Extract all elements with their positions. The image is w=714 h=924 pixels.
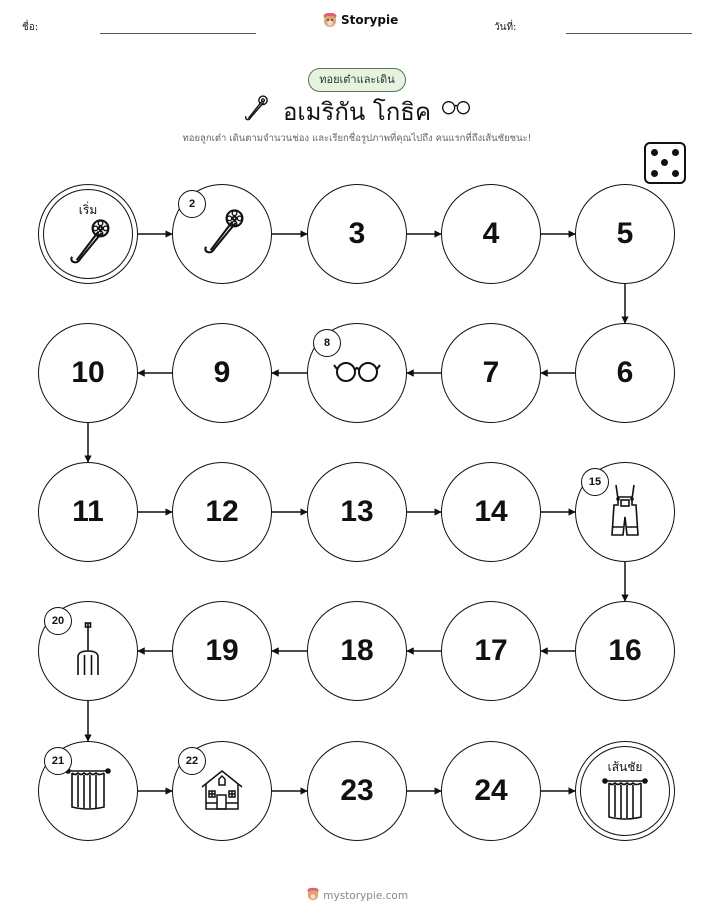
name-label: ชื่อ: bbox=[22, 22, 39, 33]
finish-label: เส้นชัย bbox=[607, 760, 643, 774]
curtain-icon bbox=[602, 777, 648, 825]
board-space-13 bbox=[307, 462, 407, 562]
board-space-9 bbox=[172, 323, 272, 423]
space-number: 10 bbox=[71, 356, 105, 389]
board-space-24 bbox=[441, 741, 541, 841]
finish-space bbox=[575, 741, 675, 841]
board-space-19 bbox=[172, 601, 272, 701]
board-space-2 bbox=[172, 184, 272, 284]
space-number: 12 bbox=[205, 495, 239, 528]
space-number-tag: 21 bbox=[44, 747, 72, 775]
space-number: 4 bbox=[482, 217, 500, 250]
footer-site: mystorypie.com bbox=[323, 890, 409, 902]
instructions: ทอยลูกเต๋า เดินตามจำนวนช่อง และเรียกชื่อรูปภาพที่คุณไปถึง คนแรกที่ถึงเส้นชัยชนะ! bbox=[182, 133, 532, 144]
space-number: 18 bbox=[340, 634, 374, 667]
board-space-21 bbox=[38, 741, 138, 841]
board-space-12 bbox=[172, 462, 272, 562]
footer bbox=[0, 887, 714, 902]
space-number: 11 bbox=[72, 495, 104, 528]
safety-pin-icon bbox=[199, 207, 245, 261]
board-space-5 bbox=[575, 184, 675, 284]
space-number: 5 bbox=[616, 217, 634, 250]
board-space-17 bbox=[441, 601, 541, 701]
safety-pin-icon bbox=[65, 217, 111, 271]
start-space bbox=[38, 184, 138, 284]
space-number-tag: 8 bbox=[313, 329, 341, 357]
space-number: 13 bbox=[340, 495, 374, 528]
bear-mascot-icon bbox=[306, 887, 320, 901]
house-icon bbox=[199, 767, 245, 815]
space-number: 7 bbox=[482, 356, 500, 389]
space-number: 17 bbox=[474, 634, 508, 667]
start-label: เริ่ม bbox=[78, 203, 98, 217]
board-space-20 bbox=[38, 601, 138, 701]
board-space-6 bbox=[575, 323, 675, 423]
space-number: 3 bbox=[348, 217, 366, 250]
board-space-8 bbox=[307, 323, 407, 423]
space-number: 24 bbox=[474, 774, 508, 807]
board-space-3 bbox=[307, 184, 407, 284]
space-number: 23 bbox=[340, 774, 374, 807]
pitchfork-icon bbox=[73, 621, 103, 681]
board-space-14 bbox=[441, 462, 541, 562]
space-number: 16 bbox=[608, 634, 642, 667]
curtain-icon bbox=[65, 767, 111, 815]
space-number-tag: 20 bbox=[44, 607, 72, 635]
board-space-18 bbox=[307, 601, 407, 701]
space-number-tag: 15 bbox=[581, 468, 609, 496]
board-space-22 bbox=[172, 741, 272, 841]
glasses-icon bbox=[332, 357, 382, 389]
space-number-tag: 2 bbox=[178, 190, 206, 218]
space-number: 6 bbox=[616, 356, 634, 389]
board-space-11 bbox=[38, 462, 138, 562]
space-number: 19 bbox=[205, 634, 239, 667]
board-space-15 bbox=[575, 462, 675, 562]
date-label: วันที่: bbox=[494, 22, 517, 33]
space-number: 14 bbox=[474, 495, 508, 528]
brand-name: Storypie bbox=[341, 13, 399, 27]
space-number-tag: 22 bbox=[178, 747, 206, 775]
board-space-23 bbox=[307, 741, 407, 841]
board-space-16 bbox=[575, 601, 675, 701]
board-space-10 bbox=[38, 323, 138, 423]
overalls-icon bbox=[608, 483, 642, 541]
board-space-4 bbox=[441, 184, 541, 284]
game-title: อเมริกัน โกธิค bbox=[282, 98, 432, 126]
board-space-7 bbox=[441, 323, 541, 423]
game-type-badge: ทอยเต๋าและเดิน bbox=[308, 68, 406, 92]
space-number: 9 bbox=[213, 356, 231, 389]
